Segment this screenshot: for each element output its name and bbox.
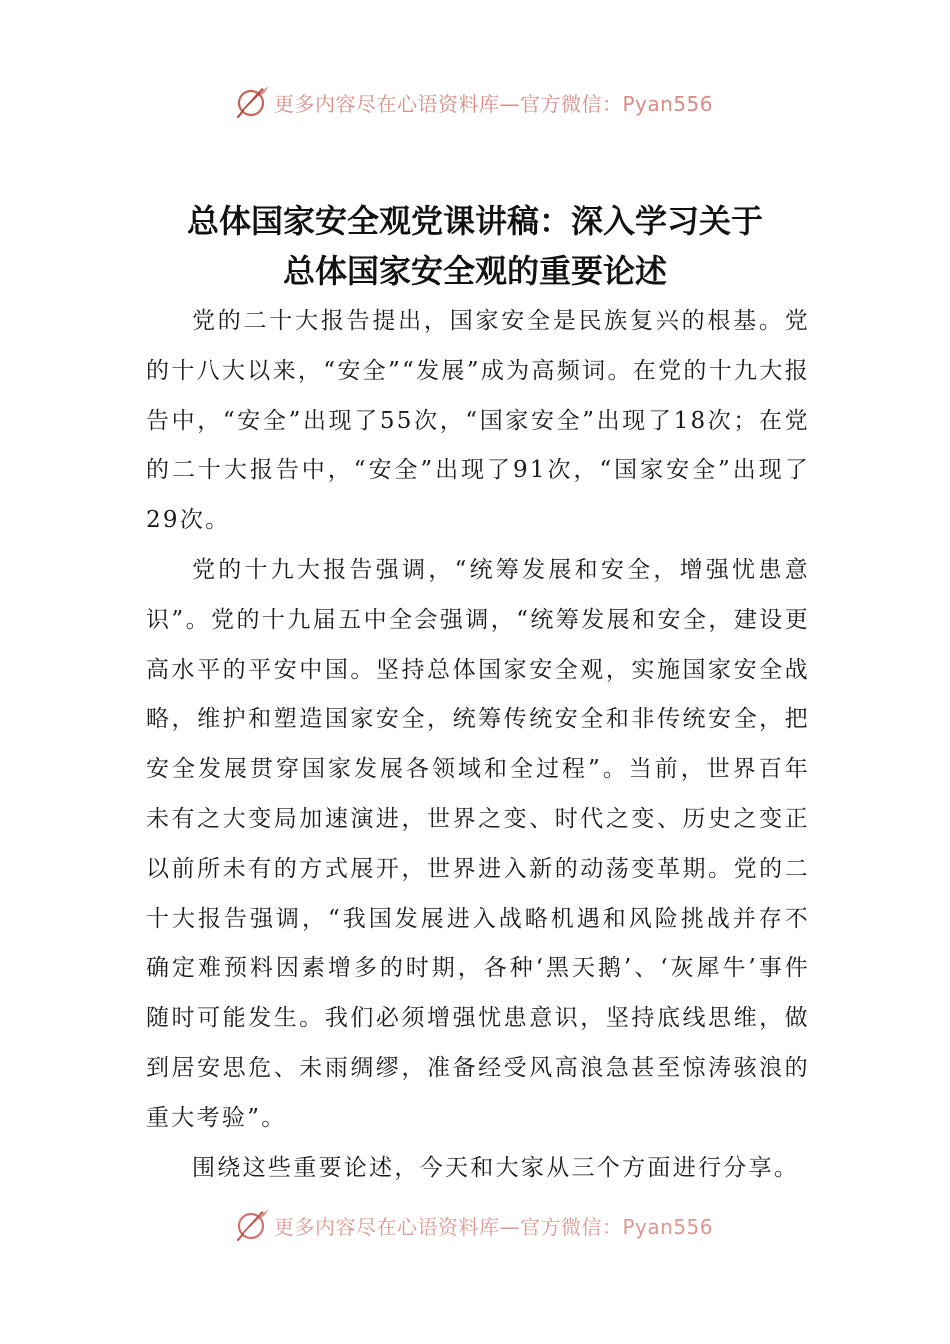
watermark-text: 更多内容尽在心语资料库—官方微信：Pyan556 — [274, 91, 714, 116]
paragraph-3: 围绕这些重要论述，今天和大家从三个方面进行分享。 — [192, 1154, 800, 1181]
document-body — [146, 297, 810, 1193]
title-line-2: 总体国家安全观的重要论述 — [282, 252, 667, 290]
document-title — [120, 196, 830, 296]
header-watermark — [234, 82, 713, 122]
paragraph-1: 党的二十大报告提出，国家安全是民族复兴的根基。党的十八大以来，“安全”“发展”成为高频词。在党的十九大报告中，“安全”出现了55次，“国家安全”出现了18次；在党的二十大报告中，“安全”出现了91次，“国家安全”出现了29次。 — [146, 308, 810, 534]
watermark-text: 更多内容尽在心语资料库—官方微信：Pyan556 — [274, 1214, 714, 1239]
title-line-1: 总体国家安全观党课讲稿：深入学习关于 — [186, 202, 763, 240]
footer-watermark — [234, 1205, 713, 1245]
quill-pen-icon — [234, 84, 270, 120]
paragraph-2: 党的十九大报告强调，“统筹发展和安全，增强忧患意识”。党的十九届五中全会强调，“统筹发展和安全，建设更高水平的平安中国。坚持总体国家安全观，实施国家安全战略，维护和塑造国家安全，统筹传统安全和非传统安全，把安全发展贯穿国家发展各领域和全过程”。当前，世界百年未有之大变局加速演进，世界之变、时代之变、历史之变正以前所未有的方式展开，世界进入新的动荡变革期。党的二十大报告强调，“我国发展进入战略机遇和风险挑战并存不确定难预料因素增多的时期，各种‘黑天鹅’、‘灰犀牛’事件随时可能发生。我们必须增强忧患意识，坚持底线思维，做到居安思危、未雨绸缪，准备经受风高浪急甚至惊涛骇浪的重大考验”。 — [146, 556, 810, 1131]
quill-pen-icon — [234, 1207, 270, 1243]
